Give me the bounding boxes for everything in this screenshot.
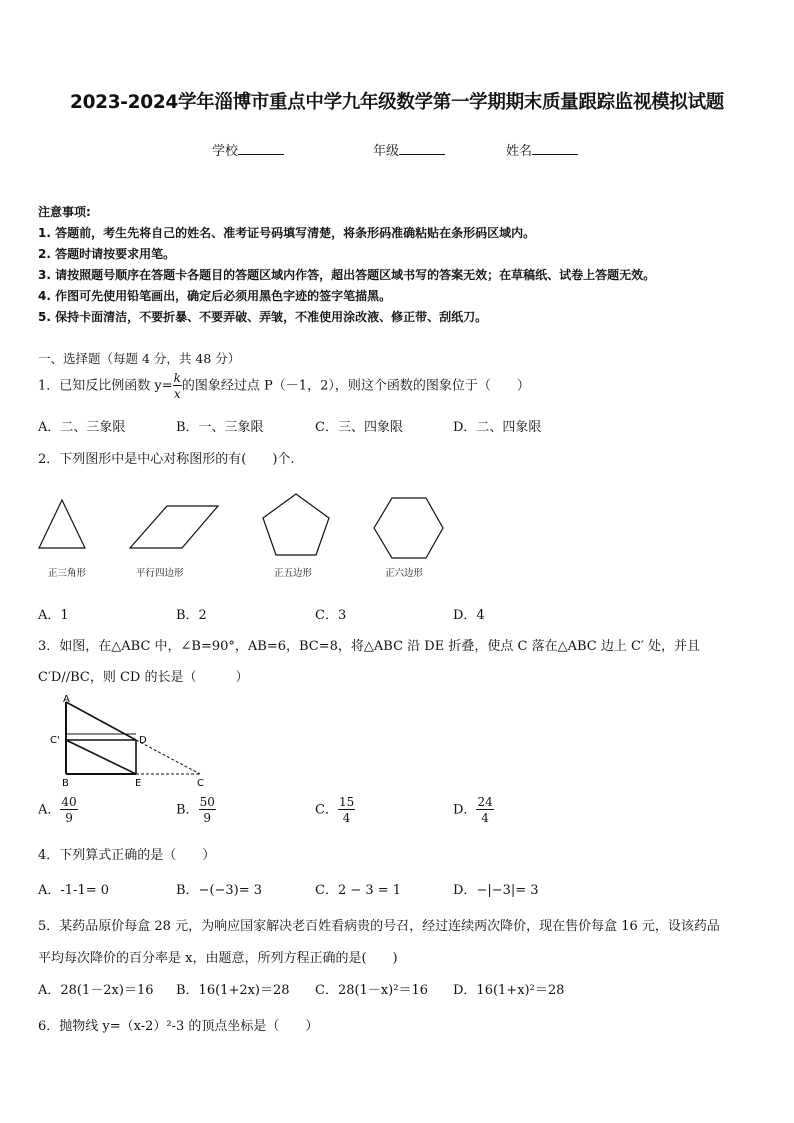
frac-num: 15 <box>338 795 355 809</box>
q2-option-a: A．1 <box>38 608 69 623</box>
q1-fraction <box>173 372 182 400</box>
grade-blank <box>399 142 445 155</box>
note-item: 5. 保持卡面清洁，不要折暴、不要弄破、弄皱，不准使用涂改液、修正带、刮纸刀。 <box>38 310 488 324</box>
q1-frac-den: x <box>173 387 181 401</box>
regular-pentagon-shape <box>263 494 329 555</box>
school-field <box>212 140 284 159</box>
q3-option-d-letter: D． <box>453 802 477 818</box>
q1-option-b: B．一、三象限 <box>176 420 264 435</box>
q3-option-c <box>315 796 355 824</box>
label-c-prime: C' <box>50 735 60 746</box>
question-4: 4．下列算式正确的是（ ） <box>38 848 216 863</box>
label-c: C <box>197 778 204 789</box>
q5-option-a: A．28(1－2x)＝16 <box>38 983 154 998</box>
q1-stem-pre: 1．已知反比例函数 y= <box>38 378 173 394</box>
frac-den: 4 <box>481 811 489 825</box>
q5-option-b: B．16(1+2x)＝28 <box>176 983 290 998</box>
note-item: 2. 答题时请按要求用笔。 <box>38 247 176 261</box>
q3-option-b-letter: B． <box>176 802 199 818</box>
q1-frac-num: k <box>173 371 181 385</box>
name-label: 姓名 <box>506 144 533 159</box>
question-3-line2: C′D//BC，则 CD 的长是（ ） <box>38 670 249 685</box>
q3-option-b-fraction <box>199 796 216 824</box>
frac-den: 9 <box>203 811 212 825</box>
q3-option-d <box>453 796 494 824</box>
q1-stem-post: 的图象经过点 P（－1，2），则这个函数的图象位于（ ） <box>181 378 530 394</box>
question-1 <box>38 372 530 400</box>
equilateral-triangle-shape <box>39 500 85 548</box>
q1-option-d: D．二、四象限 <box>453 420 542 435</box>
q3-option-a <box>38 796 78 824</box>
q4-option-d: D．−|−3|= 3 <box>453 883 539 898</box>
q5-option-d: D．16(1+x)²＝28 <box>453 983 565 998</box>
notes-heading: 注意事项: <box>38 205 91 219</box>
page-title: 2023-2024学年淄博市重点中学九年级数学第一学期期末质量跟踪监视模拟试题 <box>70 92 724 113</box>
question-5-line2: 平均每次降价的百分率是 x，由题意，所列方程正确的是( ) <box>38 951 398 966</box>
section-heading: 一、选择题（每题 4 分，共 48 分） <box>38 351 241 366</box>
q3-option-c-letter: C． <box>315 802 338 818</box>
parallelogram-shape <box>130 506 218 548</box>
caption-pentagon: 正五边形 <box>274 568 313 579</box>
q5-option-c: C．28(1－x)²＝16 <box>315 983 428 998</box>
q1-option-a: A．二、三象限 <box>38 420 126 435</box>
note-item: 1. 答题前，考生先将自己的姓名、准考证号码填写清楚，将条形码准确粘贴在条形码区域内。 <box>38 226 536 240</box>
q3-option-d-fraction <box>476 796 493 824</box>
q4-option-c: C．2 − 3 = 1 <box>315 883 402 898</box>
q2-option-b: B．2 <box>176 608 207 623</box>
question-6: 6．抛物线 y=（x-2）²-3 的顶点坐标是（ ） <box>38 1019 319 1034</box>
grade-field <box>373 140 445 159</box>
caption-parallelogram: 平行四边形 <box>136 568 184 579</box>
caption-hexagon: 正六边形 <box>385 568 424 579</box>
frac-den: 4 <box>342 811 351 825</box>
label-d: D <box>139 735 147 746</box>
question-2: 2．下列图形中是中心对称图形的有( )个. <box>38 452 295 467</box>
frac-num: 50 <box>199 795 215 809</box>
name-blank <box>532 142 578 155</box>
question-3-line1: 3．如图，在△ABC 中，∠B=90°，AB=6，BC=8，将△ABC 沿 DE 折叠，使点 C 落在△ABC 边上 C′ 处，并且 <box>38 639 700 654</box>
q4-option-a: A．-1-1= 0 <box>38 883 110 898</box>
name-field <box>506 140 578 159</box>
grade-label: 年级 <box>373 144 400 159</box>
frac-num: 24 <box>477 795 493 809</box>
question-5-line1: 5．某药品原价每盒 28 元，为响应国家解决老百姓看病贵的号召，经过连续两次降价，现在售价每盒 16 元，设该药品 <box>38 919 720 934</box>
q2-option-c: C．3 <box>315 608 347 623</box>
q3-option-a-letter: A． <box>38 802 61 818</box>
label-a: A <box>63 694 70 705</box>
school-label: 学校 <box>212 144 239 159</box>
q3-option-a-fraction <box>60 796 77 824</box>
school-blank <box>238 142 284 155</box>
frac-num: 40 <box>61 795 77 809</box>
q3-option-b <box>176 796 216 824</box>
regular-hexagon-shape <box>374 498 443 558</box>
note-item: 4. 作图可先使用铅笔画出，确定后必须用黑色字迹的签字笔描黑。 <box>38 289 392 303</box>
frac-den: 9 <box>65 811 73 825</box>
q4-option-b: B．−(−3)= 3 <box>176 883 263 898</box>
label-b: B <box>62 778 69 789</box>
caption-triangle: 正三角形 <box>48 568 87 579</box>
label-e: E <box>135 778 142 789</box>
q3-triangle-figure <box>40 692 240 792</box>
q1-option-c: C．三、四象限 <box>315 420 403 435</box>
note-item: 3. 请按照题号顺序在答题卡各题目的答题区域内作答，超出答题区域书写的答案无效；在草稿纸、试卷上答题无效。 <box>38 268 656 282</box>
q2-option-d: D．4 <box>453 608 485 623</box>
q3-option-c-fraction <box>338 796 355 824</box>
